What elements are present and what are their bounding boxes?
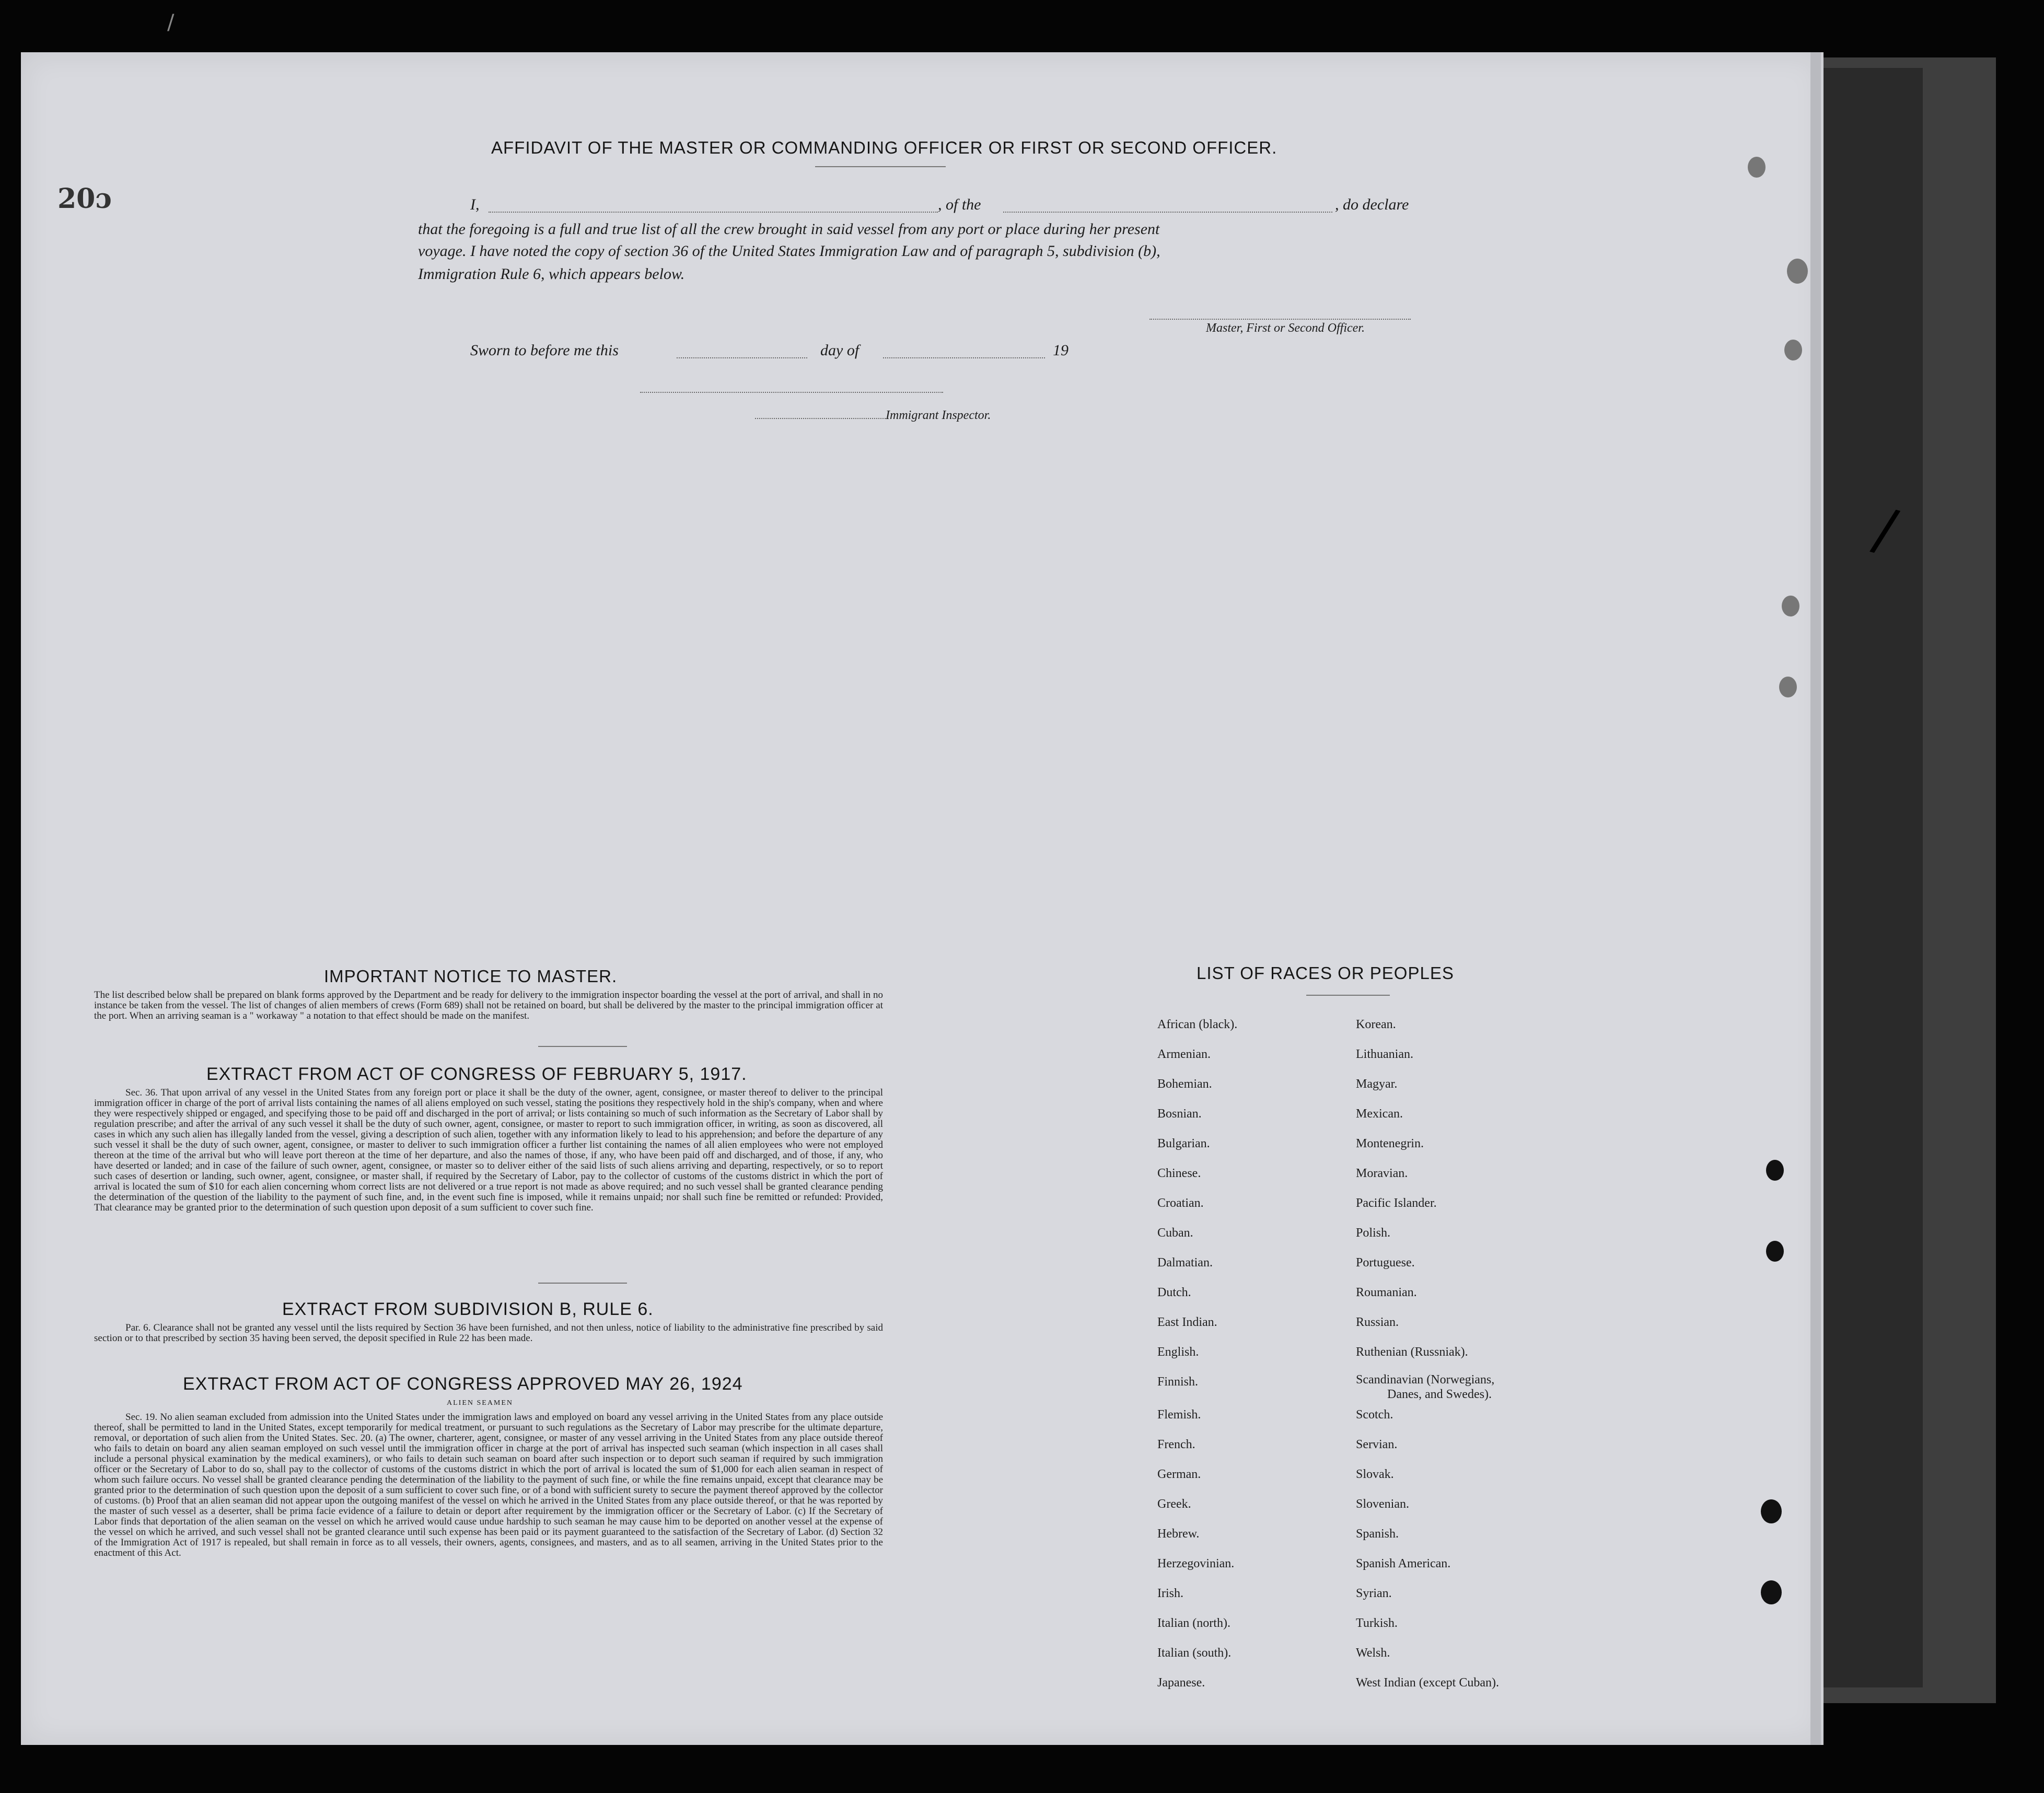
affidavit-line-3: Immigration Rule 6, which appears below. xyxy=(418,265,685,283)
punch-hole xyxy=(1779,677,1797,697)
signature-label: Master, First or Second Officer. xyxy=(1206,321,1365,335)
race-item: Flemish. xyxy=(1157,1408,1201,1422)
race-item: Portuguese. xyxy=(1356,1256,1415,1270)
race-item: German. xyxy=(1157,1468,1201,1481)
race-item: Dalmatian. xyxy=(1157,1256,1213,1270)
sworn-month-field[interactable] xyxy=(883,357,1045,358)
rule6-title: EXTRACT FROM SUBDIVISION B, RULE 6. xyxy=(282,1299,654,1319)
race-item: Roumanian. xyxy=(1356,1286,1417,1299)
act-1924-title: EXTRACT FROM ACT OF CONGRESS APPROVED MAY 26, 1924 xyxy=(183,1374,743,1394)
rule6-body: Par. 6. Clearance shall not be granted any vessel until the lists required by Section 36 have been furnished, and not then unless, notice of liability to the administrative fine prescribed by said section or to that prescribed by section 35 having been served, the deposit specified in Rule 22 has been made. xyxy=(94,1323,883,1344)
punch-hole xyxy=(1761,1499,1782,1523)
title-rule xyxy=(815,166,946,167)
race-item: East Indian. xyxy=(1157,1315,1217,1329)
tick-mark: / xyxy=(1867,495,1903,565)
punch-hole xyxy=(1784,340,1802,360)
page-number: 20ɔ xyxy=(57,183,112,215)
races-title: LIST OF RACES OR PEOPLES xyxy=(1197,963,1454,983)
inspector-signature-field[interactable] xyxy=(640,392,943,393)
race-item: Scandinavian (Norwegians, xyxy=(1356,1373,1495,1387)
inspector-label: Immigrant Inspector. xyxy=(886,409,991,422)
race-item: French. xyxy=(1157,1438,1195,1451)
vessel-field[interactable] xyxy=(1003,212,1332,213)
act-1924-subtitle: ALIEN SEAMEN xyxy=(447,1399,514,1407)
race-item: English. xyxy=(1157,1345,1199,1359)
sworn-day-field[interactable] xyxy=(677,357,807,358)
punch-hole xyxy=(1761,1580,1782,1604)
race-item: West Indian (except Cuban). xyxy=(1356,1676,1499,1690)
race-item: Russian. xyxy=(1356,1315,1399,1329)
act-1917-title: EXTRACT FROM ACT OF CONGRESS OF FEBRUARY 5, 1917. xyxy=(206,1064,747,1084)
race-item: Montenegrin. xyxy=(1356,1137,1424,1150)
name-field[interactable] xyxy=(489,212,938,213)
race-item: Ruthenian (Russniak). xyxy=(1356,1345,1468,1359)
punch-hole xyxy=(1787,259,1808,284)
notice-title: IMPORTANT NOTICE TO MASTER. xyxy=(324,967,618,986)
race-item: Lithuanian. xyxy=(1356,1047,1413,1061)
race-item: Scotch. xyxy=(1356,1408,1393,1422)
page-edge xyxy=(1810,52,1821,1745)
act-1917-body: Sec. 36. That upon arrival of any vessel in the United States from any foreign port or place it shall be the duty of the owner, agent, consignee, or master thereof to deliver to the principal immigration officer in charge of the port of arrival lists containing the names of all aliens employed on such vessel, stating the positions they respectively hold in the ship's company, when and where they were respectively shipped or engaged, and specifying those to be paid off and discharged in the port of arrival; or lists containing so much of such information as the Secretary of Labor shall by regulation prescribe; and after the arrival of any such vessel it shall be the duty of such owner, agent, consignee, or master to report to such immigration officer, in writing, as soon as discovered, all cases in which any such alien has illegally landed from the vessel, giving a description of such alien, together with any information likely to lead to his apprehension; and before the departure of any such vessel it shall be the duty of such owner, agent, consignee, or master to deliver to such immigration officer a further list containing the names of all alien employees who were not employed thereon at the time of the arrival but who will leave port thereon at the time of her departure, and also the names of those, if any, who have been paid off and discharged, and of those, if any, who have deserted or landed; and in case of the failure of such owner, agent, consignee, or master so to deliver either of the said lists of such aliens arriving and departing, respectively, or so to report such cases of desertion or landing, such owner, agent, consignee, or master shall, if required by the Secretary of Labor, pay to the collector of customs of the customs district in which the port of arrival is located the sum of $10 for each alien concerning whom correct lists are not delivered or a true report is not made as above required; and no such vessel shall be granted clearance pending the determination of the question of the liability to the payment of such fine, and, in the event such fine is imposed, while it remains unpaid; nor shall such fine be remitted or refunded: Provided, That clearance may be granted prior to the determination of such question upon deposit of a sum sufficient to cover such fine. xyxy=(94,1088,883,1213)
race-item: Spanish American. xyxy=(1356,1557,1451,1570)
race-item: Hebrew. xyxy=(1157,1527,1200,1541)
race-item: Bohemian. xyxy=(1157,1077,1212,1091)
race-item: Japanese. xyxy=(1157,1676,1205,1690)
background-sheet-shadow xyxy=(1818,68,1923,1687)
act-1924-body: Sec. 19. No alien seaman excluded from admission into the United States under the immigration laws and employed on board any vessel arriving in the United States from any place outside thereof, shall be permitted to land in the United States, except temporarily for medical treatment, or pursuant to such regulations as the Secretary of Labor may prescribe for the ultimate departure, removal, or deportation of such alien from the United States. Sec. 20. (a) The owner, charterer, agent, consignee, or master of any vessel arriving in the United States from any place outside thereof who fails to detain on board any alien seaman employed on such vessel until the immigration officer in charge at the port of arrival has inspected such seaman (which inspection in all cases shall include a personal physical examination by the medical examiners), or who fails to detain such seaman on board after such inspection or to deport such seaman if required by such immigration officer or the Secretary of Labor to do so, shall pay to the collector of customs of the customs district in which the port of arrival is located the sum of $1,000 for each alien seaman in respect of whom such failure occurs. No vessel shall be granted clearance pending the determination of the liability to the payment of such fine, or while the fine remains unpaid, except that clearance may be granted prior to the determination of such question upon the deposit of a sum sufficient to cover such fine, or of a bond with sufficient surety to secure the payment thereof approved by the collector of customs. (b) Proof that an alien seaman did not appear upon the outgoing manifest of the vessel on which he arrived in the United States from any place outside thereof, or that he was reported by the master of such vessel as a deserter, shall be prima facie evidence of a failure to detain or deport after requirement by the immigration officer or the Secretary of Labor. (c) If the Secretary of Labor finds that deportation of the alien seaman on the vessel on which he arrived would cause undue hardship to such seaman he may cause him to be deported on another vessel at the expense of the vessel on which he arrived, and such vessel shall not be granted clearance until such expense has been paid or its payment guaranteed to the satisfaction of the Secretary of Labor. (d) Section 32 of the Immigration Act of 1917 is repealed, but shall remain in force as to all vessels, their owners, agents, consignees, and masters, and as to all seamen, arriving in the United States prior to the enactment of this Act. xyxy=(94,1412,883,1558)
race-item: Polish. xyxy=(1356,1226,1391,1240)
punch-hole xyxy=(1748,157,1766,178)
punch-hole xyxy=(1782,596,1799,616)
race-item: Irish. xyxy=(1157,1587,1183,1600)
affidavit-line-2: voyage. I have noted the copy of section 36 of the United States Immigration Law and of paragraph 5, subdivision (b), xyxy=(418,242,1160,260)
race-item: Italian (south). xyxy=(1157,1646,1232,1660)
year-label: 19 xyxy=(1053,342,1069,359)
race-item: Syrian. xyxy=(1356,1587,1392,1600)
race-item: Herzegovinian. xyxy=(1157,1557,1235,1570)
affidavit-i-label: I, xyxy=(470,196,480,213)
race-item: Moravian. xyxy=(1356,1167,1408,1180)
punch-hole xyxy=(1766,1241,1784,1262)
notice-body: The list described below shall be prepared on blank forms approved by the Department and be ready for delivery to the immigration inspector boarding the vessel at the port of arrival, and shall in no instance be taken from the vessel. The list of changes of alien members of crews (Form 689) shall not be retained on board, but shall be delivered by the master to the principal immigration officer at the port. When an arriving seaman is a " workaway " a notation to that effect should be made on the manifest. xyxy=(94,990,883,1021)
signature-field[interactable] xyxy=(1149,319,1411,320)
race-item-continued: Danes, and Swedes). xyxy=(1387,1388,1492,1401)
race-item: Dutch. xyxy=(1157,1286,1191,1299)
race-item: Bulgarian. xyxy=(1157,1137,1210,1150)
race-item: Bosnian. xyxy=(1157,1107,1202,1121)
punch-hole xyxy=(1766,1160,1784,1181)
race-item: Magyar. xyxy=(1356,1077,1398,1091)
day-of-label: day of xyxy=(820,342,860,359)
sworn-label: Sworn to before me this xyxy=(470,342,619,359)
affidavit-line-1: that the foregoing is a full and true list of all the crew brought in said vessel from any port or place during her present xyxy=(418,220,1160,238)
race-item: Mexican. xyxy=(1356,1107,1403,1121)
race-item: Cuban. xyxy=(1157,1226,1193,1240)
race-item: Croatian. xyxy=(1157,1196,1204,1210)
races-rule xyxy=(1306,995,1390,996)
race-item: Welsh. xyxy=(1356,1646,1390,1660)
inspector-field[interactable] xyxy=(755,418,886,419)
notice-rule xyxy=(538,1046,627,1047)
race-item: Finnish. xyxy=(1157,1375,1199,1389)
race-item: Turkish. xyxy=(1356,1616,1398,1630)
affidavit-title: AFFIDAVIT OF THE MASTER OR COMMANDING OFFICER OR FIRST OR SECOND OFFICER. xyxy=(491,138,1278,157)
corner-mark: / xyxy=(167,10,175,34)
race-item: Slovak. xyxy=(1356,1468,1394,1481)
race-item: Spanish. xyxy=(1356,1527,1399,1541)
race-item: Pacific Islander. xyxy=(1356,1196,1437,1210)
race-item: Slovenian. xyxy=(1356,1497,1409,1511)
race-item: Korean. xyxy=(1356,1018,1396,1031)
act-1917-rule xyxy=(538,1283,627,1284)
race-item: Chinese. xyxy=(1157,1167,1201,1180)
do-declare-label: , do declare xyxy=(1335,196,1409,213)
race-item: Servian. xyxy=(1356,1438,1398,1451)
race-item: African (black). xyxy=(1157,1018,1238,1031)
race-item: Italian (north). xyxy=(1157,1616,1230,1630)
of-the-label: , of the xyxy=(938,196,981,213)
race-item: Armenian. xyxy=(1157,1047,1211,1061)
race-item: Greek. xyxy=(1157,1497,1191,1511)
